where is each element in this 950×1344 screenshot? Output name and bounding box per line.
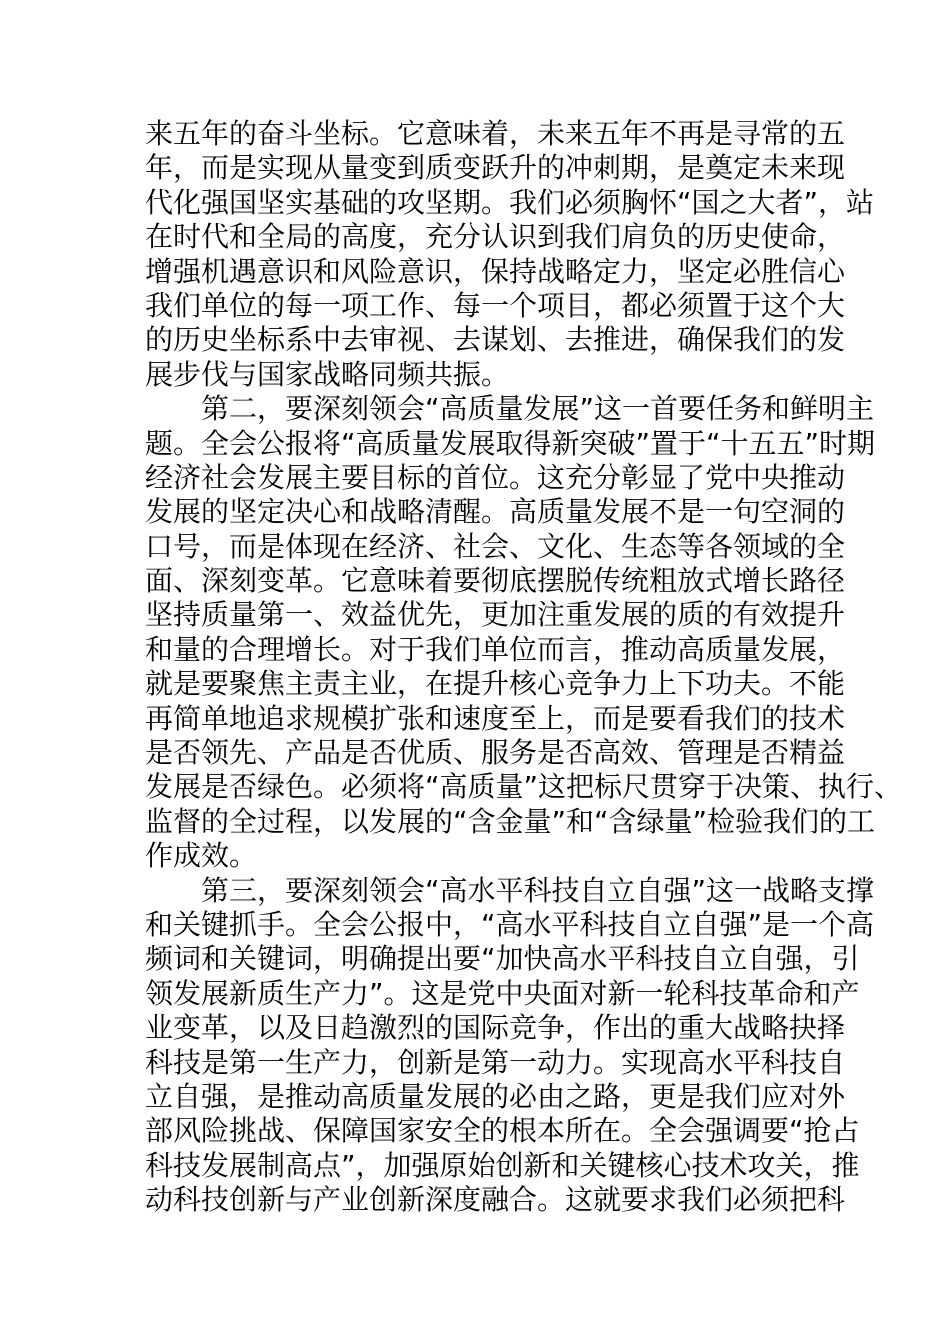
text-line: 科技发展制高点”，加强原始创新和关键核心技术攻关，推 xyxy=(145,1148,860,1182)
text-line: 题。全会公报将“高质量发展取得新突破”置于“十五五”时期 xyxy=(145,426,876,460)
text-line: 展步伐与国家战略同频共振。 xyxy=(145,357,510,391)
text-line: 我们单位的每一项工作、每一个项目，都必须置于这个大 xyxy=(145,288,846,322)
text-line: 作成效。 xyxy=(145,839,258,873)
text-line: 年，而是实现从量变到质变跃升的冲刺期，是奠定未来现 xyxy=(145,151,846,185)
text-line: 再简单地追求规模扩张和速度至上，而是要看我们的技术 xyxy=(145,701,846,735)
body-text xyxy=(145,117,903,1218)
text-line: 经济社会发展主要目标的首位。这充分彰显了党中央推动 xyxy=(145,460,846,494)
paragraph-start-line: 第三，要深刻领会“高水平科技自立自强”这一战略支撑 xyxy=(201,873,875,907)
paragraph-start-line: 第二，要深刻领会“高质量发展”这一首要任务和鲜明主 xyxy=(201,392,875,426)
text-line: 发展是否绿色。必须将“高质量”这把标尺贯穿于决策、执行、 xyxy=(145,770,903,804)
text-line: 面、深刻变革。它意味着要彻底摆脱传统粗放式增长路径 xyxy=(145,564,846,598)
text-line: 发展的坚定决心和战略清醒。高质量发展不是一句空洞的 xyxy=(145,495,846,529)
text-line: 增强机遇意识和风险意识，保持战略定力，坚定必胜信心 xyxy=(145,254,846,288)
text-line: 来五年的奋斗坐标。它意味着，未来五年不再是寻常的五 xyxy=(145,117,846,150)
text-line: 科技是第一生产力，创新是第一动力。实现高水平科技自 xyxy=(145,1045,846,1079)
text-line: 是否领先、产品是否优质、服务是否高效、管理是否精益 xyxy=(145,736,846,770)
text-line: 业变革，以及日趋激烈的国际竞争，作出的重大战略抉择 xyxy=(145,1011,846,1045)
text-line: 坚持质量第一、效益优先，更加注重发展的质的有效提升 xyxy=(145,598,846,632)
text-line: 代化强国坚实基础的攻坚期。我们必须胸怀“国之大者”，站 xyxy=(145,185,875,219)
text-line: 的历史坐标系中去审视、去谋划、去推进，确保我们的发 xyxy=(145,323,846,357)
text-line: 频词和关键词，明确提出要“加快高水平科技自立自强，引 xyxy=(145,942,860,976)
text-line: 领发展新质生产力”。这是党中央面对新一轮科技革命和产 xyxy=(145,976,860,1010)
text-line: 口号，而是体现在经济、社会、文化、生态等各领域的全 xyxy=(145,529,846,563)
text-line: 动科技创新与产业创新深度融合。这就要求我们必须把科 xyxy=(145,1183,846,1217)
text-line: 立自强，是推动高质量发展的必由之路，更是我们应对外 xyxy=(145,1079,846,1113)
text-line: 和量的合理增长。对于我们单位而言，推动高质量发展， xyxy=(145,632,846,666)
text-line: 和关键抓手。全会公报中，“高水平科技自立自强”是一个高 xyxy=(145,907,875,941)
text-line: 监督的全过程，以发展的“含金量”和“含绿量”检验我们的工 xyxy=(145,804,876,838)
text-line: 部风险挑战、保障国家安全的根本所在。全会强调要“抢占 xyxy=(145,1114,860,1148)
text-line: 就是要聚焦主责主业，在提升核心竞争力上下功夫。不能 xyxy=(145,667,846,701)
text-line: 在时代和全局的高度，充分认识到我们肩负的历史使命， xyxy=(145,220,846,254)
